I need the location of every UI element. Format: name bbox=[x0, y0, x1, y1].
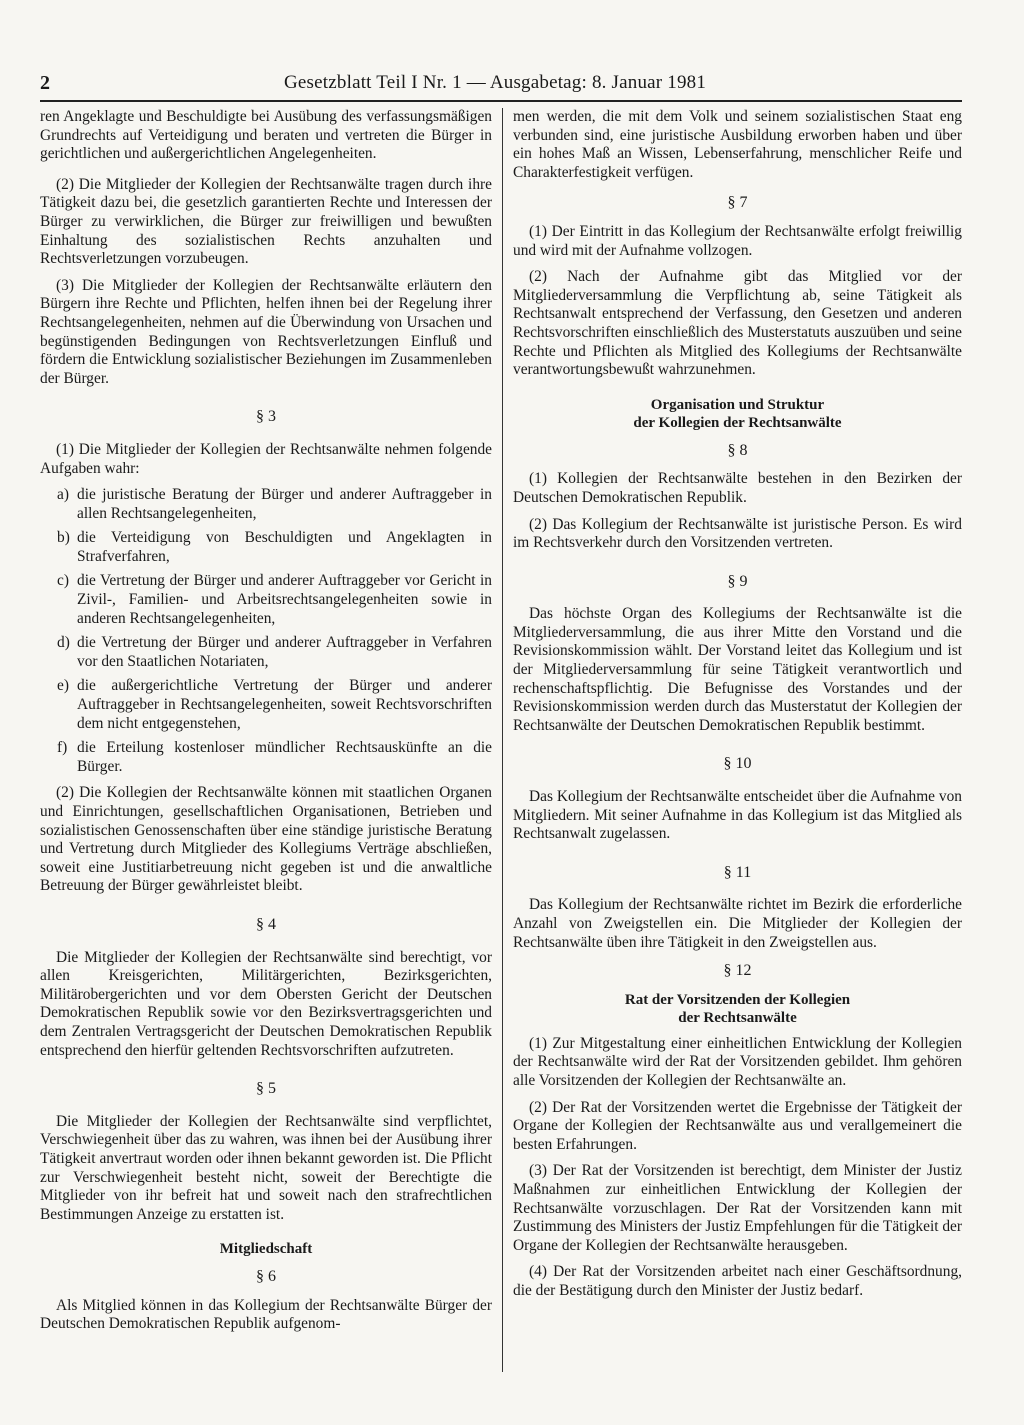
list-text: die Vertretung der Bürger und anderer Auftraggeber in Verfahren vor den Staatlichen Notariaten, bbox=[77, 634, 492, 670]
list-text: die juristische Beratung der Bürger und anderer Auftraggeber in allen Rechtsangelegenheiten, bbox=[77, 486, 492, 522]
list-label: c) bbox=[57, 572, 69, 590]
column-divider bbox=[502, 108, 503, 1372]
paragraph: (2) Die Kollegien der Rechtsanwälte können mit staatlichen Organen und Einrichtungen, gesellschaftlichen Organisationen, Betrieben und sozialistischen Genossenschaften über eine ständige juristische Beratung und Vertretung durch Mitglieder des Kollegiums Verträge abschließen, soweit eine Justitiarbetreuung nicht gegeben ist und die anwaltliche Betreuung der Bürger gewährleistet bleibt. bbox=[40, 784, 492, 895]
paragraph: (1) Kollegien der Rechtsanwälte bestehen in den Bezirken der Deutschen Demokratischen Republik. bbox=[513, 470, 962, 506]
page-number: 2 bbox=[40, 72, 50, 94]
paragraph: (2) Die Mitglieder der Kollegien der Rechtsanwälte tragen durch ihre Tätigkeit dazu bei, die gesetzlich garantierten Rechte und Interessen der Bürger zu verwirklichen, die Bürger zur freiwilligen und bewußten Einhaltung des sozialistischen Rechts anzuhalten und Rechtsverletzungen vorzubeugen. bbox=[40, 175, 492, 268]
gazette-title: Gesetzblatt Teil I Nr. 1 — Ausgabetag: 8. Januar 1981 bbox=[284, 72, 707, 93]
section-heading: § 3 bbox=[256, 408, 276, 426]
page-header bbox=[0, 62, 1024, 102]
section-heading: § 12 bbox=[723, 962, 752, 980]
section-heading: § 7 bbox=[727, 194, 748, 212]
paragraph: Als Mitglied können in das Kollegium der Rechtsanwälte Bürger der Deutschen Demokratischen Republik aufgenom- bbox=[40, 1296, 492, 1333]
list-item bbox=[40, 486, 492, 523]
chapter-heading-line: Rat der Vorsitzenden der Kollegien bbox=[624, 991, 851, 1008]
chapter-heading-line: der Rechtsanwälte bbox=[678, 1009, 797, 1026]
list-text: die Vertretung der Bürger und anderer Auftraggeber vor Gericht in Zivil-, Familien- und Arbeitsrechtsangelegenheiten sowie in anderen Rechtsangelegenheiten, bbox=[77, 572, 492, 627]
list-text: die außergerichtliche Vertretung der Bürger und anderer Auftraggeber in Rechtsangelegenheiten, soweit Rechtsvorschriften dem nicht entgegenstehen, bbox=[77, 677, 492, 732]
header-rule bbox=[40, 100, 962, 102]
chapter-heading: Mitgliedschaft bbox=[219, 1241, 313, 1258]
chapter-heading-line: Organisation und Struktur bbox=[650, 396, 825, 413]
list-label: a) bbox=[57, 486, 69, 504]
section-heading: § 5 bbox=[256, 1080, 276, 1098]
list-item bbox=[40, 572, 492, 628]
list-text: die Erteilung kostenloser mündlicher Rechtsauskünfte an die Bürger. bbox=[77, 739, 492, 775]
section-heading: § 10 bbox=[723, 755, 752, 773]
paragraph: (2) Das Kollegium der Rechtsanwälte ist juristische Person. Es wird im Rechtsverkehr durch den Vorsitzenden vertreten. bbox=[513, 515, 962, 552]
paragraph: (3) Die Mitglieder der Kollegien der Rechtsanwälte erläutern den Bürgern ihre Rechte und Pflichten, helfen ihnen bei der Regelung ihrer Rechtsangelegenheiten, nehmen auf die Überwindung von Ursachen und begünstigenden Bedingungen von Rechtsverletzungen Einfluß und fördern die Entwicklung sozialistischer Beziehungen im Zusammenleben der Bürger. bbox=[40, 276, 492, 387]
list-label: b) bbox=[57, 529, 70, 547]
list-label: f) bbox=[57, 739, 68, 757]
right-column bbox=[513, 108, 962, 1309]
list-item bbox=[40, 739, 492, 776]
chapter-heading bbox=[513, 396, 962, 432]
paragraph: (1) Der Eintritt in das Kollegium der Rechtsanwälte erfolgt freiwillig und wird mit der Aufnahme vollzogen. bbox=[513, 222, 962, 259]
paragraph: Das Kollegium der Rechtsanwälte richtet im Bezirk die erforderliche Anzahl von Zweigstellen ein. Die Mitglieder der Kollegien der Rechtsanwälte üben ihre Tätigkeit in den Zweigstellen aus. bbox=[513, 896, 962, 951]
list-item bbox=[40, 677, 492, 733]
paragraph: men werden, die mit dem Volk und seinem sozialistischen Staat eng verbunden sind, eine juristische Ausbildung erworben haben und über ein hohes Maß an Wissen, Lebenserfahrung, menschlicher Reife und Charakterfestigkeit verfügen. bbox=[513, 108, 962, 181]
paragraph: Das Kollegium der Rechtsanwälte entscheidet über die Aufnahme von Mitgliedern. Mit seiner Aufnahme in das Kollegium ist das Mitglied als Rechtsanwalt zugelassen. bbox=[513, 788, 962, 843]
section-heading: § 4 bbox=[256, 915, 276, 933]
section-heading: § 11 bbox=[723, 863, 752, 881]
list-label: e) bbox=[57, 677, 69, 695]
paragraph: (1) Die Mitglieder der Kollegien der Rechtsanwälte nehmen folgende Aufgaben wahr: bbox=[40, 440, 492, 477]
list-item bbox=[40, 634, 492, 671]
list-text: die Verteidigung von Beschuldigten und Angeklagten in Strafverfahren, bbox=[77, 529, 492, 565]
paragraph: Die Mitglieder der Kollegien der Rechtsanwälte sind berechtigt, vor allen Kreisgerichten, Militärgerichten, Bezirksgerichten, Militärobergerichten und vor dem Obersten Gericht der Deutschen Demokratischen Republik sowie vor den Bezirksvertragsgerichten und dem Zentralen Vertragsgericht der Deutschen Demokratischen Republik entsprechend den hierfür geltenden Rechtsvorschriften aufzutreten. bbox=[40, 948, 492, 1059]
section-heading: § 9 bbox=[727, 572, 748, 590]
paragraph: (2) Der Rat der Vorsitzenden wertet die Ergebnisse der Tätigkeit der Organe der Kollegien der Rechtsanwälte aus und verallgemeinert die besten Erfahrungen. bbox=[513, 1098, 962, 1153]
task-list bbox=[40, 486, 492, 776]
paragraph: (1) Zur Mitgestaltung einer einheitlichen Entwicklung der Kollegien der Rechtsanwälte wird der Rat der Vorsitzenden gebildet. Ihm gehören alle Vorsitzenden der Kollegien der Rechtsanwälte an. bbox=[513, 1034, 962, 1089]
left-column bbox=[40, 108, 492, 1342]
list-label: d) bbox=[57, 634, 70, 652]
paragraph: Die Mitglieder der Kollegien der Rechtsanwälte sind verpflichtet, Verschwiegenheit über das zu wahren, was ihnen bei der Ausübung ihrer Tätigkeit anvertraut worden oder ihnen bekannt geworden ist. Die Pflicht zur Verschwiegenheit besteht nicht, soweit der Berechtigte die Mitglieder von ihr befreit hat und soweit nach den strafrechtlichen Bestimmungen Anzeige zu erstatten ist. bbox=[40, 1112, 492, 1223]
paragraph: Das höchste Organ des Kollegiums der Rechtsanwälte ist die Mitgliederversammlung, die aus ihrer Mitte den Vorstand und die Revisionskommission wählt. Der Vorstand leitet das Kollegium und ist der Mitgliederversammlung für seine Tätigkeit verantwortlich und rechenschaftspflichtig. Die Befugnisse des Vorstandes und der Revisionskommission werden durch das Musterstatut der Kollegien der Rechtsanwälte der Deutschen Demokratischen Republik bestimmt. bbox=[513, 605, 962, 734]
paragraph: (2) Nach der Aufnahme gibt das Mitglied vor der Mitgliederversammlung die Verpflichtung ab, seine Tätigkeit als Rechtsanwalt entsprechend der Verfassung, den Gesetzen und anderen Rechtsvorschriften einschließlich des Musterstatuts auszuüben und seine Rechte und Pflichten als Mitglied des Kollegiums der Rechtsanwälte verantwortungsbewußt wahrzunehmen. bbox=[513, 268, 962, 379]
paragraph: ren Angeklagte und Beschuldigte bei Ausübung des verfassungsmäßigen Grundrechts auf Verteidigung und beraten und vertreten die Bürger in gerichtlichen und außergerichtlichen Angelegenheiten. bbox=[40, 108, 492, 163]
section-heading: § 8 bbox=[727, 441, 748, 459]
paragraph: (3) Der Rat der Vorsitzenden ist berechtigt, dem Minister der Justiz Maßnahmen zur einheitlichen Entwicklung der Kollegien der Rechtsanwälte vorzuschlagen. Der Rat der Vorsitzenden kann mit Zustimmung des Ministers der Justiz Empfehlungen für die Tätigkeit der Organe der Kollegien der Rechtsanwälte herausgeben. bbox=[513, 1162, 962, 1254]
chapter-heading bbox=[513, 991, 962, 1027]
paragraph: (4) Der Rat der Vorsitzenden arbeitet nach einer Geschäftsordnung, die der Bestätigung durch den Minister der Justiz bedarf. bbox=[513, 1263, 962, 1299]
chapter-heading-line: der Kollegien der Rechtsanwälte bbox=[633, 414, 842, 431]
list-item bbox=[40, 529, 492, 566]
section-heading: § 6 bbox=[256, 1268, 276, 1286]
